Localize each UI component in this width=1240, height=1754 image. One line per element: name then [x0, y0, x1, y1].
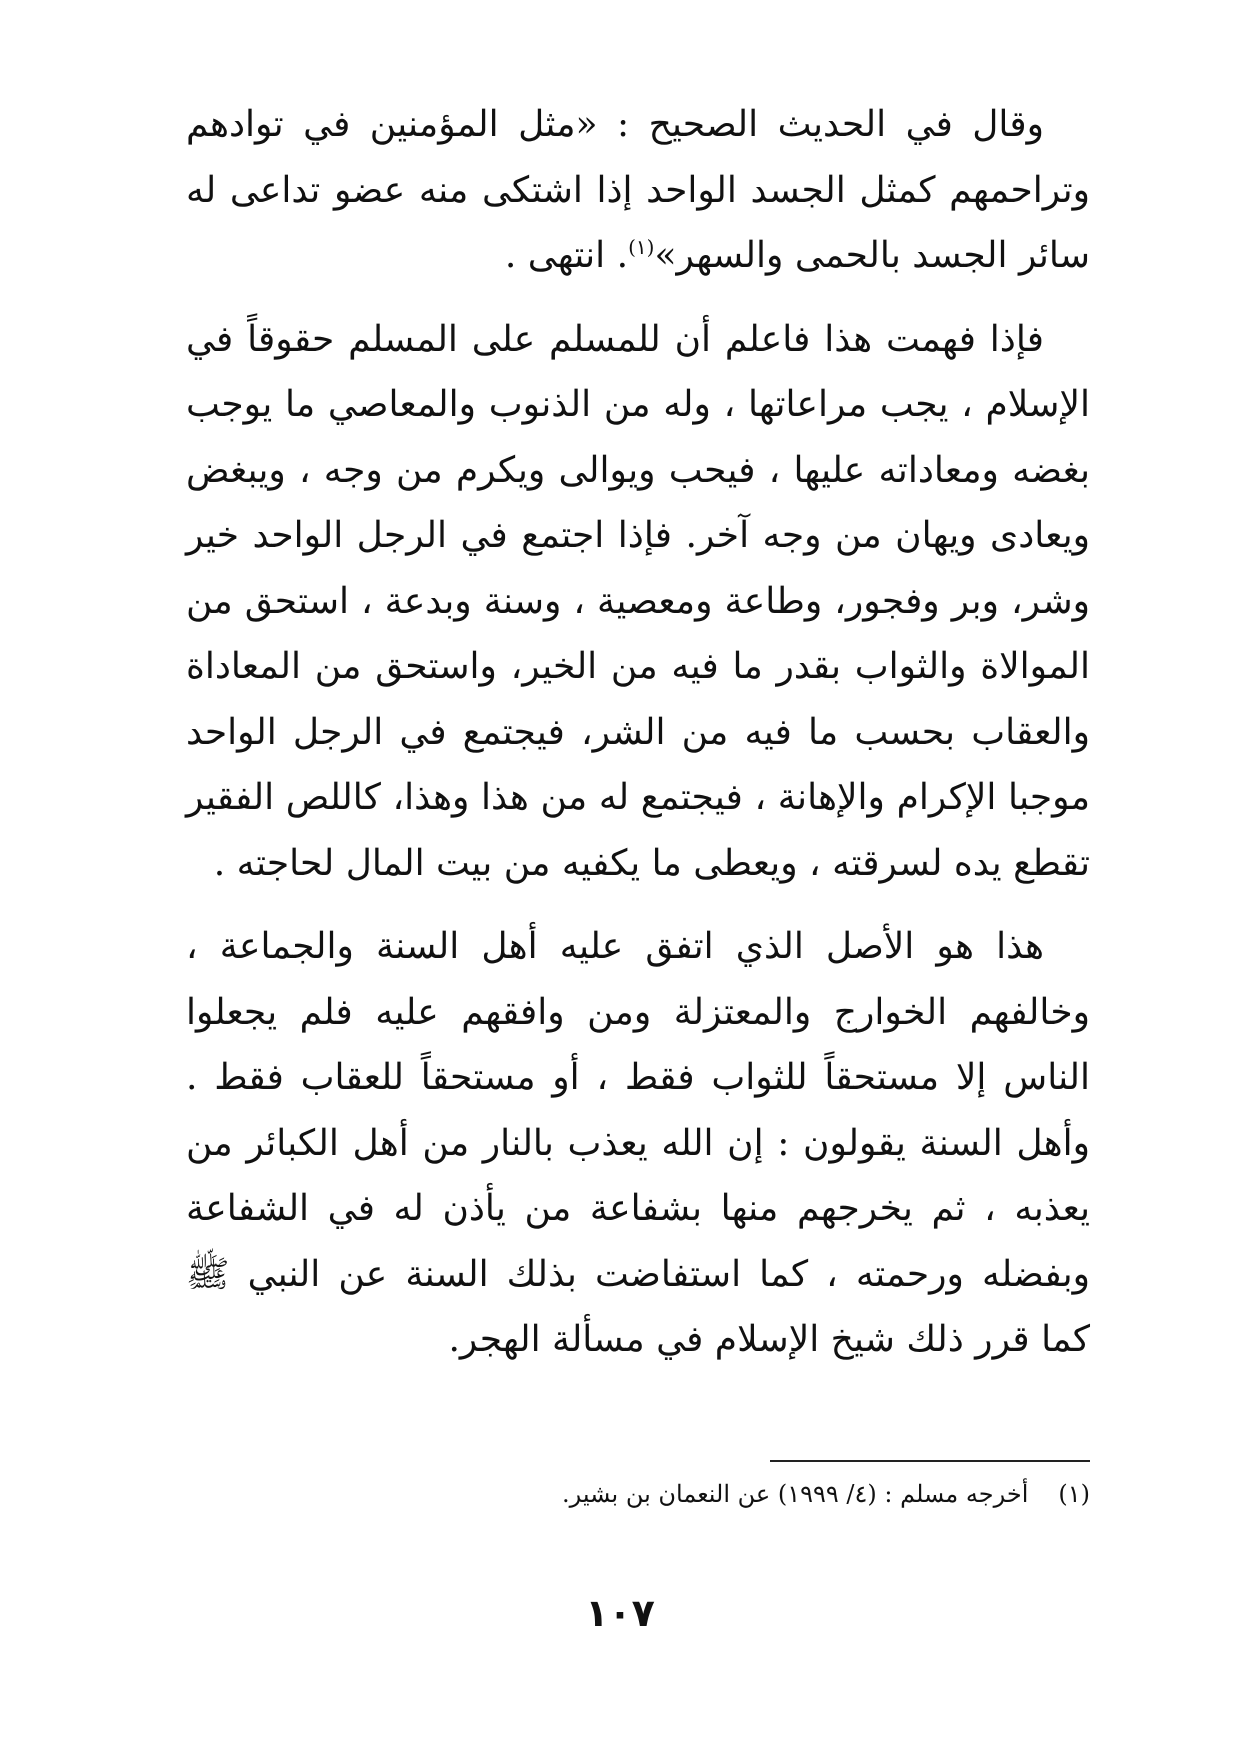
footnote-reference[interactable]: (١)	[628, 235, 655, 259]
footnote-text: أخرجه مسلم : (٤/ ١٩٩٩) عن النعمان بن بشير.	[561, 1480, 1029, 1508]
paragraph-principle: هذا هو الأصل الذي اتفق عليه أهل السنة والجماعة ، وخالفهم الخوارج والمعتزلة ومن وافقهم عليه فلم يجعلوا الناس إلا مستحقاً للثواب فقط ، أو مستحقاً للعقاب فقط . وأهل السنة يقولون : إن الله يعذب بالنار من أهل الكبائر من يعذبه ، ثم يخرجهم منها بشفاعة من يأذن له في الشفاعة وبفضله ورحمته ، كما استفاضت بذلك السنة عن النبي ﷺ كما قرر ذلك شيخ الإسلام في مسألة الهجر.	[186, 926, 1090, 1360]
footnote	[186, 1476, 1090, 1512]
body-text	[186, 92, 1090, 1373]
page-number: ١٠٧	[585, 1591, 655, 1635]
footnote-number: (١)	[1058, 1480, 1090, 1508]
footnote-divider	[770, 1460, 1090, 1462]
hadith-closing: . انتهى .	[504, 235, 629, 276]
paragraph-rights: فإذا فهمت هذا فاعلم أن للمسلم على المسلم حقوقاً في الإسلام ، يجب مراعاتها ، وله من الذنوب والمعاصي ما يوجب بغضه ومعاداته عليها ، فيحب ويوالى ويكرم من وجه ، ويبغض ويعادى ويهان من وجه آخر. فإذا اجتمع في الرجل الواحد خير وشر، وبر وفجور، وطاعة ومعصية ، وسنة وبدعة ، استحق من الموالاة والثواب بقدر ما فيه من الخير، واستحق من المعاداة والعقاب بحسب ما فيه من الشر، فيجتمع في الرجل الواحد موجبا الإكرام والإهانة ، فيجتمع له من هذا وهذا، كاللص الفقير تقطع يده لسرقته ، ويعطى ما يكفيه من بيت المال لحاجته .	[186, 318, 1090, 884]
paragraph-hadith	[186, 92, 1090, 289]
hadith-text: وقال في الحديث الصحيح : «مثل المؤمنين في توادهم وتراحمهم كمثل الجسد الواحد إذا اشتكى منه عضو تداعى له سائر الجسد بالحمى والسهر»	[186, 104, 1090, 276]
